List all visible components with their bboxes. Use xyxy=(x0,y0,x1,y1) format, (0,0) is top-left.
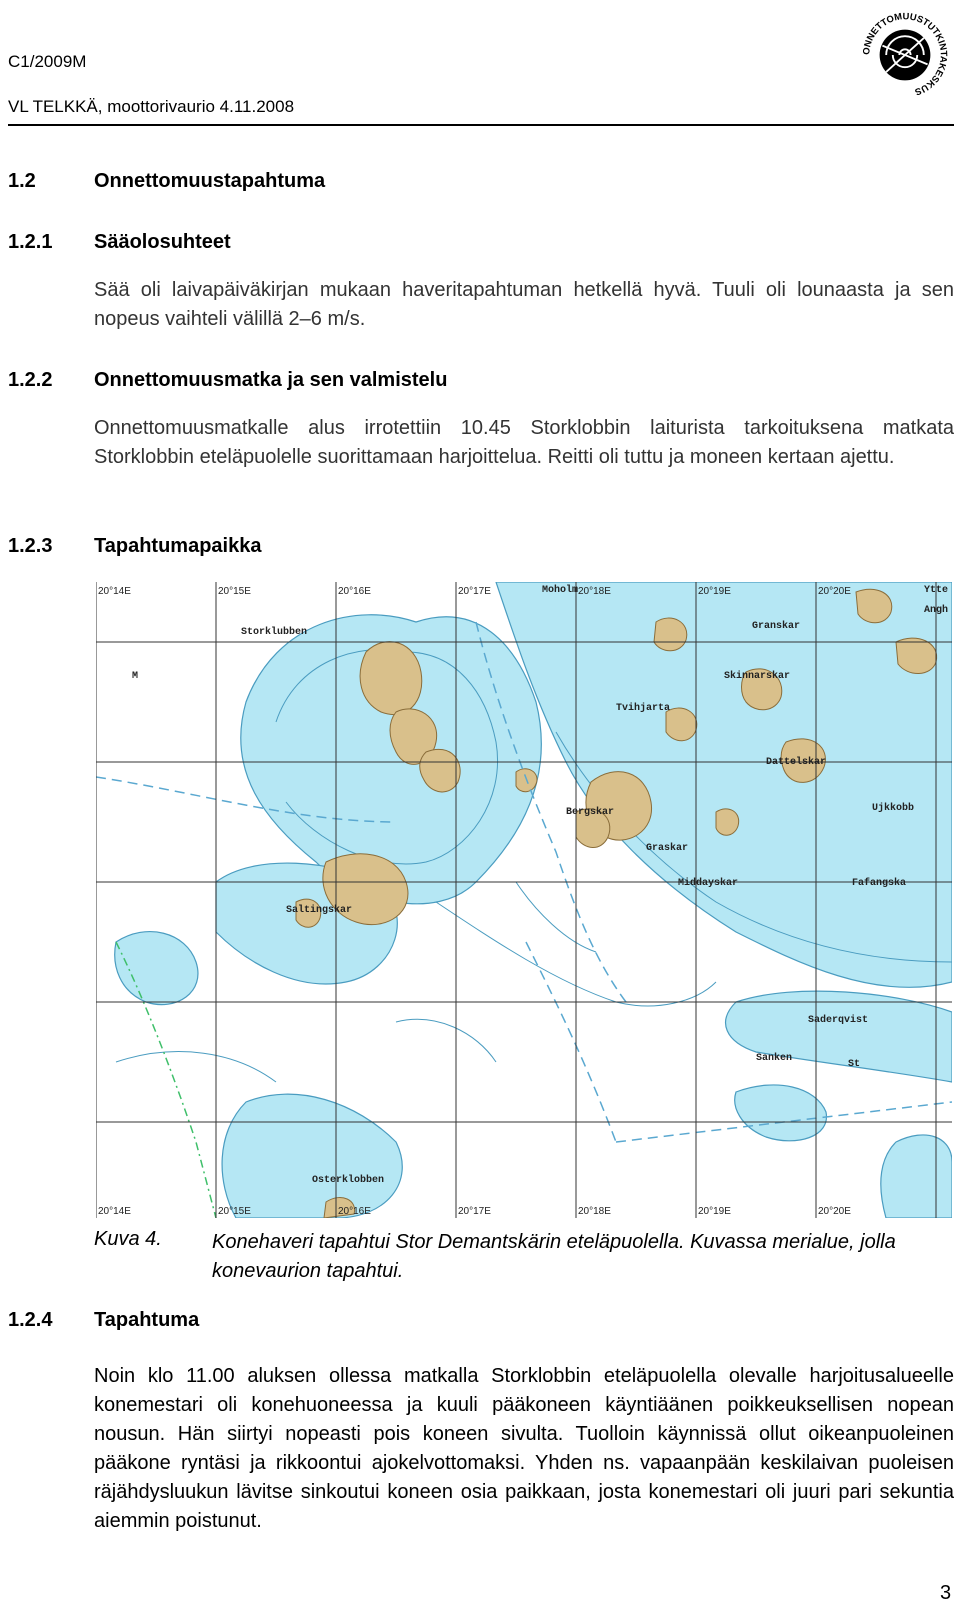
section-number: 1.2.3 xyxy=(8,535,53,557)
document-title: VL TELKKÄ, moottorivaurio 4.11.2008 xyxy=(8,97,295,116)
lon-label: 20°15E xyxy=(218,586,251,597)
header-rule xyxy=(8,124,954,126)
place-name: Middayskar xyxy=(678,878,739,889)
place-name: Storklubben xyxy=(241,627,308,638)
lon-label: 20°19E xyxy=(698,1206,731,1217)
voyage-paragraph: Onnettomuusmatkalle alus irrotettiin 10.45 Storklobbin laiturista tarkoituksena matkata Storklobbin eteläpuolelle suorittamaan harjoittelua. Reitti oli tuttu ja moneen kertaan ajettu. xyxy=(94,417,954,468)
place-name: Granskar xyxy=(752,621,801,632)
place-name: Tvihjarta xyxy=(616,703,671,714)
lon-label: 20°15E xyxy=(218,1206,251,1217)
place-name: St xyxy=(848,1059,861,1070)
place-name: Saderqvist xyxy=(808,1015,869,1026)
place-name: Graskar xyxy=(646,843,689,854)
figure-label: Kuva 4. xyxy=(94,1228,162,1250)
section-number: 1.2 xyxy=(8,170,36,192)
lon-label: 20°20E xyxy=(818,1206,851,1217)
lon-label: 20°14E xyxy=(98,1206,131,1217)
nautical-chart-map xyxy=(96,582,952,1218)
section-number: 1.2.1 xyxy=(8,231,53,253)
place-name: Bergskar xyxy=(566,807,615,818)
section-title: Sääolosuhteet xyxy=(94,231,231,253)
lon-label: 20°19E xyxy=(698,586,731,597)
section-number: 1.2.4 xyxy=(8,1309,53,1331)
place-name: M xyxy=(132,671,139,682)
section-title: Tapahtuma xyxy=(94,1309,200,1331)
section-title: Onnettomuustapahtuma xyxy=(94,170,326,192)
place-name: Moholm xyxy=(542,585,579,596)
place-name: Fafangska xyxy=(852,878,907,889)
seal-ring-text: ONNETTOMUUSTUTKINTAKESKUS xyxy=(860,10,950,99)
place-name: Sanken xyxy=(756,1053,793,1064)
event-paragraph: Noin klo 11.00 aluksen ollessa matkalla Storklobbin eteläpuolella olevalle harjoitusalueelle konemestari oli konehuoneessa ja kuuli pääkoneen käyntiäänen poikkeuksellisen nopean nousun. Hän siirtyi nopeasti pois koneen sivulta. Tuolloin käynnissä ollut oikeanpuoleinen pääkone ryntäsi ja rikkoontui ajokelvottomaksi. Yhden ns. vapaanpään keskilaivan puoleisen räjähdysluukun lävitse sinkoutui koneen osia paikkaan, josta konemestari oli juuri pari sekuntia aiemmin poistunut. xyxy=(94,1365,954,1532)
page-number: 3 xyxy=(940,1582,952,1604)
lon-label: 20°18E xyxy=(578,586,611,597)
place-name: Dattelskar xyxy=(766,757,827,768)
place-name: Osterklobben xyxy=(312,1175,385,1186)
lon-label: 20°17E xyxy=(458,586,491,597)
place-name: Skinnarskar xyxy=(724,671,791,682)
lon-label: 20°16E xyxy=(338,586,371,597)
place-name: Ytte xyxy=(924,585,949,596)
figure-caption: Konehaveri tapahtui Stor Demantskärin eteläpuolella. Kuvassa merialue, jolla konevaurion tapahtui. xyxy=(212,1231,896,1282)
weather-paragraph: Sää oli laivapäiväkirjan mukaan haveritapahtuman hetkellä hyvä. Tuuli oli lounaasta ja sen nopeus vaihteli välillä 2–6 m/s. xyxy=(94,279,954,330)
place-name: Saltingskar xyxy=(286,905,353,916)
place-name: Ujkkobb xyxy=(872,803,915,814)
onnettomuustutkintakeskus-seal-icon xyxy=(858,8,952,102)
lon-label: 20°20E xyxy=(818,586,851,597)
lon-label: 20°16E xyxy=(338,1206,371,1217)
lon-label: 20°14E xyxy=(98,586,131,597)
section-number: 1.2.2 xyxy=(8,369,53,391)
section-title: Onnettomuusmatka ja sen valmistelu xyxy=(94,369,448,391)
lon-label: 20°17E xyxy=(458,1206,491,1217)
document-id: C1/2009M xyxy=(8,52,87,71)
lon-label: 20°18E xyxy=(578,1206,611,1217)
section-title: Tapahtumapaikka xyxy=(94,535,262,557)
place-name: Angh xyxy=(924,605,949,616)
